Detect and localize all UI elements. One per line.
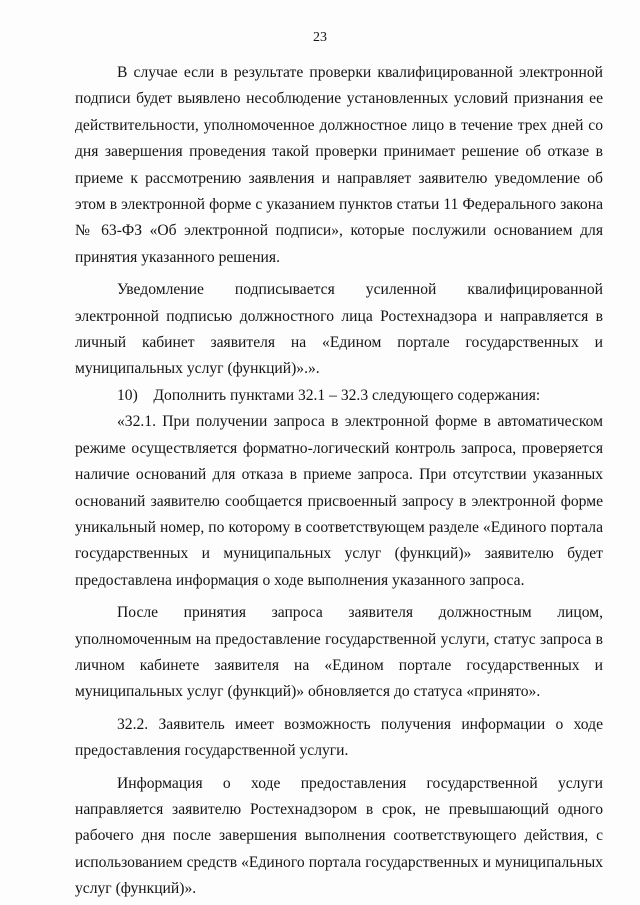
paragraph-32-1: «32.1. При получении запроса в электронной форме в автоматическом режиме осуществляется форматно-логический контроль запроса, проверяется наличие оснований для отказа в приеме запроса. При отсутствии указанных оснований заявителю сообщается присвоенный запросу в электронной форме уникальный номер, по которому в соответствующем разделе «Единого портала государственных и муниципальных услуг (функций)» заявителю будет предоставлена информация о ходе выполнения указанного запроса. [75,413,603,589]
paragraph-status-accepted: После принятия запроса заявителя должностным лицом, уполномоченным на предоставление государственной услуги, статус запроса в личном кабинете заявителя на «Едином портале государственных и муниципальных услуг (функций)» обновляется до статуса «принято». [75,604,603,701]
paragraph-item-10: 10) Дополнить пунктами 32.1 – 32.3 следующего содержания: [117,386,541,404]
paragraph-signature-check: В случае если в результате проверки квалифицированной электронной подписи будет выявлено несоблюдение установленных условий признания ее действительности, уполномоченное должностное лицо в течение трех дней со дня завершения проведения такой проверки принимает решение об отказе в приеме к рассмотрению заявления и направляет заявителю уведомление об этом в электронной форме с указанием пунктов статьи 11 Федерального закона № 63-ФЗ «Об электронной подписи», которые послужили основанием для принятия указанного решения. [75,64,603,266]
paragraph-32-2: 32.2. Заявитель имеет возможность получения информации о ходе предоставления государственной услуги. [75,715,603,760]
page-number: 23 [313,30,327,45]
paragraph-progress-info: Информация о ходе предоставления государственной услуги направляется заявителю Ростехнадзором в срок, не превышающий одного рабочего дня после завершения выполнения соответствующего действия, с использованием средств «Единого портала государственных и муниципальных услуг (функций)». [75,774,603,898]
paragraph-notification-signing: Уведомление подписывается усиленной квалифицированной электронной подписью должностного лица Ростехнадзора и направляется в личный кабинет заявителя на «Едином портале государственных и муниципальных услуг (функций)».». [75,281,603,378]
document-body [75,60,603,903]
